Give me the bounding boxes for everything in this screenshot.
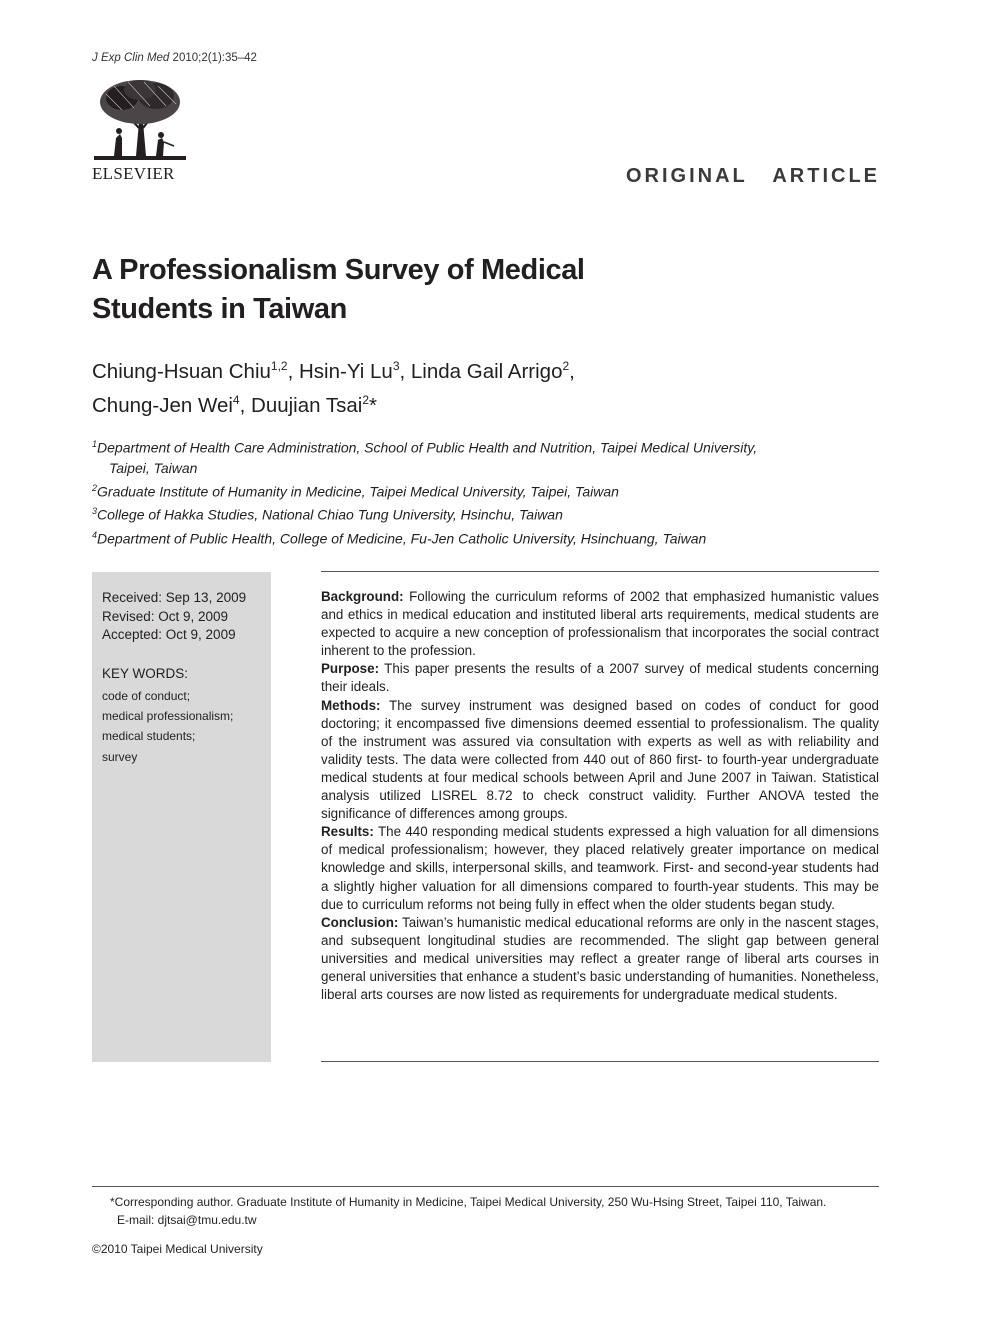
abstract-section — [321, 588, 879, 660]
author-separator: , — [399, 359, 411, 383]
elsevier-wordmark: ELSEVIER — [92, 164, 175, 183]
article-type-label: ORIGINAL ARTICLE — [626, 165, 880, 187]
abstract — [321, 588, 879, 1004]
author-list — [92, 352, 792, 420]
author-affil-mark: 2 — [562, 359, 570, 373]
affiliation-text: College of Hakka Studies, National Chiao Tung University, Hsinchu, Taiwan — [97, 506, 563, 523]
keyword-item: medical professionalism; — [102, 709, 234, 724]
corresponding-mark: * — [369, 393, 377, 417]
abstract-label: Background: — [321, 589, 404, 604]
copyright-notice: ©2010 Taipei Medical University — [92, 1242, 263, 1256]
affiliation-text: Graduate Institute of Humanity in Medicine, Taipei Medical University, Taipei, Taiwan — [97, 483, 619, 500]
keyword-item: survey — [102, 749, 138, 764]
article-dates — [102, 589, 246, 645]
affiliation-text: Department of Public Health, College of Medicine, Fu-Jen Catholic University, Hsinchuang, Taiwan — [97, 530, 707, 547]
received-date: Received: Sep 13, 2009 — [102, 590, 247, 605]
abstract-label: Conclusion: — [321, 914, 399, 930]
abstract-text: The 440 responding medical students expressed a high valuation for all dimensions of medical professionalism; however, they placed relatively greater importance on medical knowledge and skills, interpersonal skills, and teamwork. First- and second-year students had a slightly higher valuation for all dimensions compared to fourth-year students. This may be due to curriculum reforms not being fully in effect when the older students began study. — [321, 824, 879, 912]
footnote-address: *Corresponding author. Graduate Institute of Humanity in Medicine, Taipei Medical University, 250 Wu-Hsing Street, Taipei 110, Taiwan. — [110, 1195, 827, 1209]
affiliation-item — [92, 434, 852, 478]
corresponding-author-footnote — [110, 1194, 870, 1229]
affiliation-number: 3 — [92, 506, 98, 517]
affiliation-list — [92, 434, 852, 549]
affiliation-item — [92, 501, 852, 525]
abstract-section — [321, 660, 879, 696]
abstract-section — [321, 914, 879, 1004]
author-separator: , — [239, 393, 252, 417]
abstract-label: Methods: — [321, 697, 381, 713]
article-info-sidebar — [92, 572, 271, 1062]
abstract-text: Taiwan’s humanistic medical educational reforms are only in the nascent stages, and subsequent longitudinal studies are recommended. The slight gap between general universities and medical universities may reflect a greater range of liberal arts courses in general universities that enhance a student’s basic understanding of humanities. Nonetheless, liberal arts courses are now listed as requirements for undergraduate medical students. — [321, 914, 879, 1003]
abstract-text: Following the curriculum reforms of 2002 that emphasized humanistic values and ethics in medical education and instituted liberal arts requirements, medical students are expected to acquire a new conception of professionalism that incorporates the social contract inherent to the profession. — [321, 589, 879, 659]
footnote-email: E-mail: djtsai@tmu.edu.tw — [117, 1212, 257, 1227]
abstract-text: This paper presents the results of a 2007 survey of medical students concerning their ideals. — [321, 661, 879, 695]
affiliation-number: 1 — [92, 439, 98, 449]
keyword-item: medical students; — [102, 729, 196, 744]
journal-name: J Exp Clin Med — [92, 52, 170, 64]
footnote-rule — [92, 1186, 879, 1187]
abstract-top-rule — [321, 571, 879, 572]
author-affil-mark: 2 — [362, 392, 370, 407]
affiliation-number: 2 — [92, 482, 98, 493]
author-affil-mark: 1,2 — [270, 359, 288, 373]
abstract-text: The survey instrument was designed based on codes of conduct for good doctoring; it encompassed five dimensions deemed essential to professionalism. The quality of the instrument was assured via consultation with experts as well as with reliability and validity tests. The data were collected from 440 out of 860 first- to fourth-year undergraduate medical students at four medical schools between April and June 2007 in Taiwan. Statistical analysis utilized LISREL 8.72 to check construct validity. Further ANOVA tested the significance of differences among groups. — [321, 697, 879, 822]
affiliation-item — [92, 525, 852, 549]
author-name: Duujian Tsai — [251, 393, 363, 417]
affiliation-text: Department of Health Care Administration, School of Public Health and Nutrition, Taipei Medical University, — [97, 439, 758, 456]
abstract-bottom-rule — [321, 1061, 879, 1062]
keywords-list — [102, 686, 233, 767]
author-affil-mark: 4 — [232, 392, 240, 407]
affiliation-text-cont: Taipei, Taiwan — [109, 459, 198, 476]
abstract-section — [321, 697, 879, 824]
author-name: Hsin-Yi Lu — [299, 359, 393, 383]
elsevier-tree-icon — [92, 76, 188, 162]
affiliation-number: 4 — [92, 529, 98, 540]
author-name: Linda Gail Arrigo — [410, 359, 563, 383]
author-name: Chiung-Hsuan Chiu — [92, 359, 271, 383]
author-separator: , — [287, 359, 299, 383]
accepted-date: Accepted: Oct 9, 2009 — [102, 627, 236, 642]
article-title: A Professionalism Survey of Medical Students in Taiwan — [92, 254, 585, 325]
keyword-item: code of conduct; — [102, 689, 191, 703]
keywords-heading: KEY WORDS: — [102, 666, 189, 681]
author-name: Chung-Jen Wei — [92, 393, 233, 417]
abstract-section — [321, 823, 879, 913]
abstract-label: Purpose: — [321, 661, 380, 677]
author-separator: , — [569, 359, 575, 383]
journal-citation — [92, 52, 257, 64]
abstract-label: Results: — [321, 824, 374, 840]
revised-date: Revised: Oct 9, 2009 — [102, 608, 229, 624]
journal-volume-pages: 2010;2(1):35–42 — [172, 52, 257, 64]
author-affil-mark: 3 — [392, 359, 400, 373]
publisher-logo — [92, 76, 188, 186]
affiliation-item — [92, 478, 852, 502]
